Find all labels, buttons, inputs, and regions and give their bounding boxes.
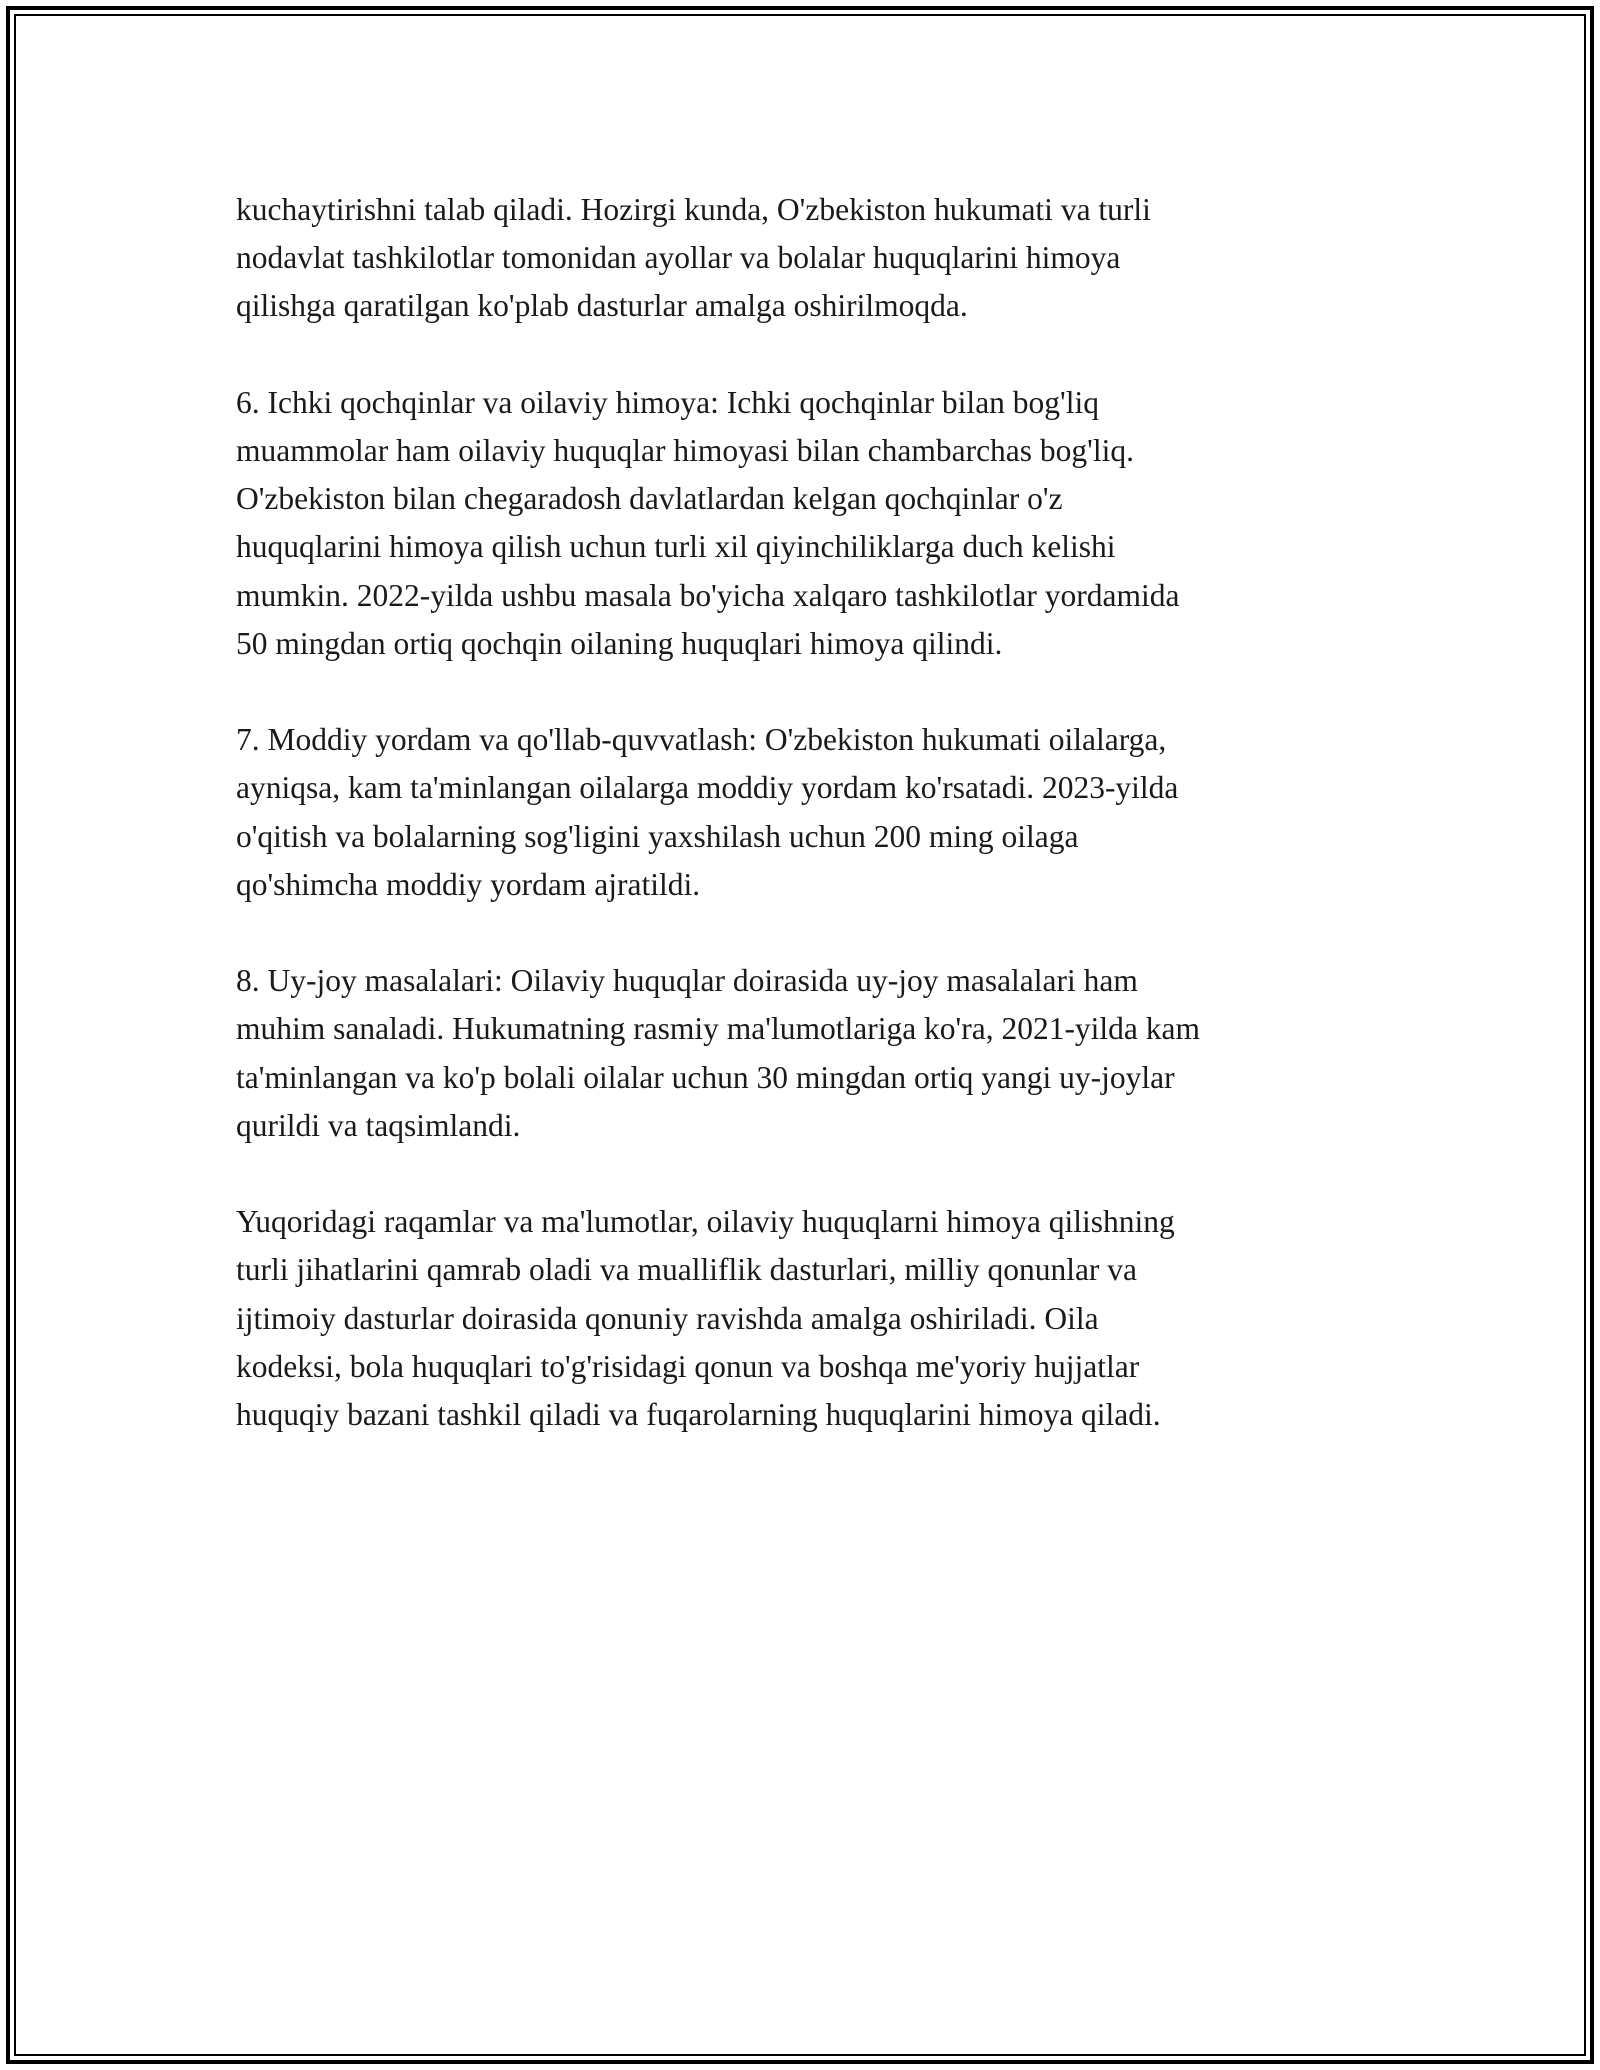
paragraph-section-6: 6. Ichki qochqinlar va oilaviy himoya: Ichki qochqinlar bilan bog'liq muammolar ham oilaviy huquqlar himoyasi bilan chambarchas bog'liq. O'zbekiston bilan chegaradosh davlatlardan kelgan qochqinlar o'z huquqlarini himoya qilish uchun turli xil qiyinchiliklarga duch kelishi mumkin. 2022-yilda ushbu masala bo'yicha xalqaro tashkilotlar yordamida 50 mingdan ortiq qochqin oilaning huquqlari himoya qilindi. [236, 384, 1180, 661]
paragraph-intro-continuation: kuchaytirishni talab qiladi. Hozirgi kunda, O'zbekiston hukumati va turli nodavlat tashkilotlar tomonidan ayollar va bolalar huquqlarini himoya qilishga qaratilgan ko'plab dasturlar amalga oshirilmoqda. [236, 192, 1151, 324]
paragraph-conclusion: Yuqoridagi raqamlar va ma'lumotlar, oilaviy huquqlarni himoya qilishning turli jihatlarini qamrab oladi va mualliflik dasturlari, milliy qonunlar va ijtimoiy dasturlar doirasida qonuniy ravishda amalga oshiriladi. Oila kodeksi, bola huquqlari to'g'risidagi qonun va boshqa me'yoriy hujjatlar huquqiy bazani tashkil qiladi va fuqarolarning huquqlarini himoya qiladi. [236, 1204, 1175, 1433]
document-body [236, 186, 1366, 1439]
paragraph-section-7: 7. Moddiy yordam va qo'llab-quvvatlash: O'zbekiston hukumati oilalarga, ayniqsa, kam ta'minlangan oilalarga moddiy yordam ko'rsatadi. 2023-yilda o'qitish va bolalarning sog'ligini yaxshilash uchun 200 ming oilaga qo'shimcha moddiy yordam ajratildi. [236, 722, 1179, 902]
paragraph-section-8: 8. Uy-joy masalalari: Oilaviy huquqlar doirasida uy-joy masalalari ham muhim sanaladi. Hukumatning rasmiy ma'lumotlariga ko'ra, 2021-yilda kam ta'minlangan va ko'p bolali oilalar uchun 30 mingdan ortiq yangi uy-joylar qurildi va taqsimlandi. [236, 963, 1201, 1143]
